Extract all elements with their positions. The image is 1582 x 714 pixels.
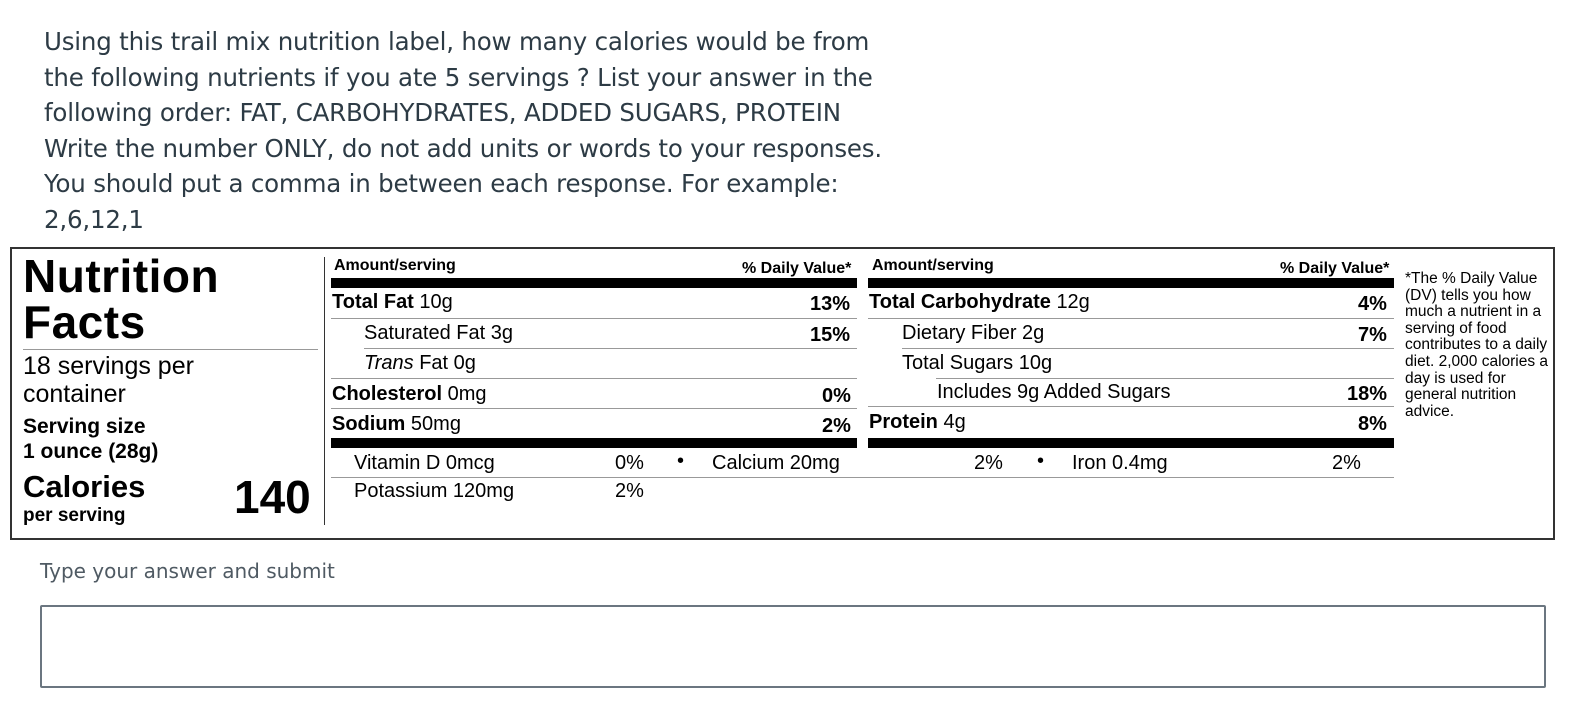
calories-per-serving-label: per serving <box>23 505 126 526</box>
total-fat-name: Total Fat <box>332 291 414 313</box>
col2-dv-header: % Daily Value* <box>1280 260 1390 277</box>
sodium-amount: 50mg <box>410 413 461 435</box>
saturated-fat-dv: 15% <box>810 324 851 346</box>
potassium-dv: 2% <box>615 480 644 502</box>
iron: Iron 0.4mg <box>1072 452 1168 474</box>
col1-rule-4 <box>331 408 857 409</box>
answer-input[interactable] <box>40 605 1546 688</box>
footnote-text: The % Daily Value (DV) tells you how much a nutrient in a serving of food contributes to a daily diet. 2,000 calories a day is used for general nutrition advice. <box>1405 270 1549 420</box>
total-fat-row <box>332 290 453 314</box>
trans-fat-amount: Fat 0g <box>419 352 476 374</box>
total-carbohydrate-dv: 4% <box>1358 293 1387 315</box>
cholesterol-name: Cholesterol <box>332 383 443 405</box>
iron-dv: 2% <box>1332 452 1361 474</box>
sodium-row <box>332 412 461 436</box>
question-line-2: Write the number ONLY, do not add units or words to your responses. You should put a comma in between each response. For example: 2,6,12,1 <box>44 133 882 234</box>
footnote-star: * <box>1405 270 1412 287</box>
vitamin-d-dv: 0% <box>615 452 644 474</box>
col1-bottom-bar <box>331 438 857 448</box>
sodium-name: Sodium <box>332 413 406 435</box>
col2-amount-header: Amount/serving <box>872 257 994 274</box>
dietary-fiber-name: Dietary Fiber <box>902 322 1017 344</box>
calories-value: 140 <box>234 471 311 523</box>
protein-row <box>869 410 966 434</box>
calcium-dv: 2% <box>974 452 1003 474</box>
bullet-1: • <box>677 450 685 472</box>
col1-rule-1 <box>331 318 857 319</box>
col1-amount-header: Amount/serving <box>334 257 456 274</box>
total-sugars-name: Total Sugars <box>902 352 1014 374</box>
col1-rule-2 <box>364 348 857 349</box>
title-separator <box>23 349 318 350</box>
potassium: Potassium 120mg <box>354 480 515 502</box>
total-carbohydrate-amount: 12g <box>1056 291 1090 313</box>
col2-rule-4 <box>868 406 1394 407</box>
dietary-fiber-amount: 2g <box>1022 322 1045 344</box>
dietary-fiber-row <box>902 321 1044 345</box>
saturated-fat-name: Saturated Fat <box>364 322 486 344</box>
col2-rule-3 <box>936 378 1394 379</box>
question-line-1: Using this trail mix nutrition label, how many calories would be from the following nutrients if you ate 5 servings ? List your answer in the following order: FAT, CARBOHYDRATES, ADDED SUGARS, PROTEIN <box>44 27 873 128</box>
left-divider <box>324 257 325 525</box>
col1-thick-bar <box>331 278 857 288</box>
serving-size-value: 1 ounce (28g) <box>23 440 159 463</box>
servings-per-container: 18 servings per container <box>23 352 194 408</box>
nutrition-label-image <box>10 247 1555 540</box>
serving-size-label: Serving size <box>23 415 146 438</box>
sodium-dv: 2% <box>822 415 851 437</box>
dietary-fiber-dv: 7% <box>1358 324 1387 346</box>
total-carbohydrate-row <box>869 290 1090 314</box>
trans-fat-name: Trans <box>364 352 414 374</box>
protein-amount: 4g <box>943 411 966 433</box>
total-carbohydrate-name: Total Carbohydrate <box>869 291 1051 313</box>
total-sugars-row <box>902 351 1052 375</box>
bullet-2: • <box>1037 450 1045 472</box>
title-line-2: Facts <box>23 296 146 348</box>
protein-name: Protein <box>869 411 938 433</box>
answer-label: Type your answer and submit <box>40 559 335 583</box>
vitamin-d: Vitamin D 0mcg <box>354 452 495 474</box>
col2-rule-1 <box>868 318 1394 319</box>
cholesterol-amount: 0mg <box>447 383 487 405</box>
col2-thick-bar <box>868 278 1394 288</box>
total-fat-dv: 13% <box>810 293 851 315</box>
saturated-fat-row <box>364 321 513 345</box>
title-line-1: Nutrition <box>23 250 220 302</box>
col1-rule-3 <box>331 378 857 379</box>
col2-bottom-bar <box>868 438 1394 448</box>
calcium: Calcium 20mg <box>712 452 840 474</box>
nutrition-facts-title <box>23 250 220 348</box>
col2-rule-2 <box>902 348 1394 349</box>
total-fat-amount: 10g <box>419 291 453 313</box>
cholesterol-dv: 0% <box>822 385 851 407</box>
vitamin-rule <box>331 477 1394 478</box>
daily-value-footnote <box>1405 271 1555 420</box>
added-sugars-row: Includes 9g Added Sugars <box>937 381 1171 403</box>
calories-label: Calories <box>23 469 146 504</box>
added-sugars-dv: 18% <box>1347 383 1388 405</box>
col1-dv-header: % Daily Value* <box>742 260 852 277</box>
protein-dv: 8% <box>1358 413 1387 435</box>
saturated-fat-amount: 3g <box>490 322 513 344</box>
cholesterol-row <box>332 382 487 406</box>
trans-fat-row <box>364 351 476 375</box>
total-sugars-amount: 10g <box>1018 352 1053 374</box>
question-text <box>44 24 914 238</box>
